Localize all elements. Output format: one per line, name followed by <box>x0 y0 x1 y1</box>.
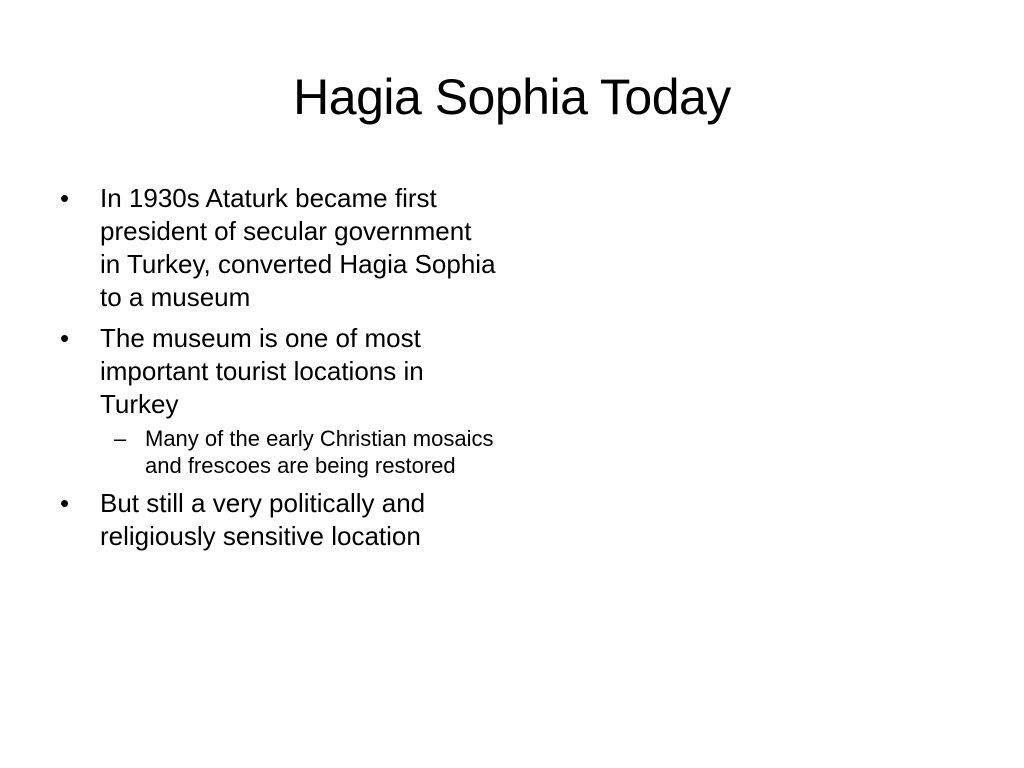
slide-body <box>56 182 496 561</box>
slide-title: Hagia Sophia Today <box>293 69 731 125</box>
bullet-list <box>56 182 496 553</box>
bullet-item <box>56 182 496 314</box>
bullet-marker: • <box>60 323 70 353</box>
sub-bullet-text: Many of the early Christian mosaics and frescoes are being restored <box>145 426 494 478</box>
bullet-item <box>56 322 496 479</box>
bullet-marker: • <box>60 183 70 213</box>
bullet-text: In 1930s Ataturk became first president of secular government in Turkey, converted Hagia Sophia to a museum <box>100 183 496 312</box>
bullet-marker: • <box>60 488 70 518</box>
bullet-text: But still a very politically and religiously sensitive location <box>100 488 426 551</box>
sub-bullet-marker: – <box>114 426 127 451</box>
sub-bullet-list <box>100 425 496 479</box>
bullet-text: The museum is one of most important tourist locations in Turkey <box>100 323 424 419</box>
bullet-item <box>56 487 496 553</box>
sub-bullet-item <box>100 425 496 479</box>
